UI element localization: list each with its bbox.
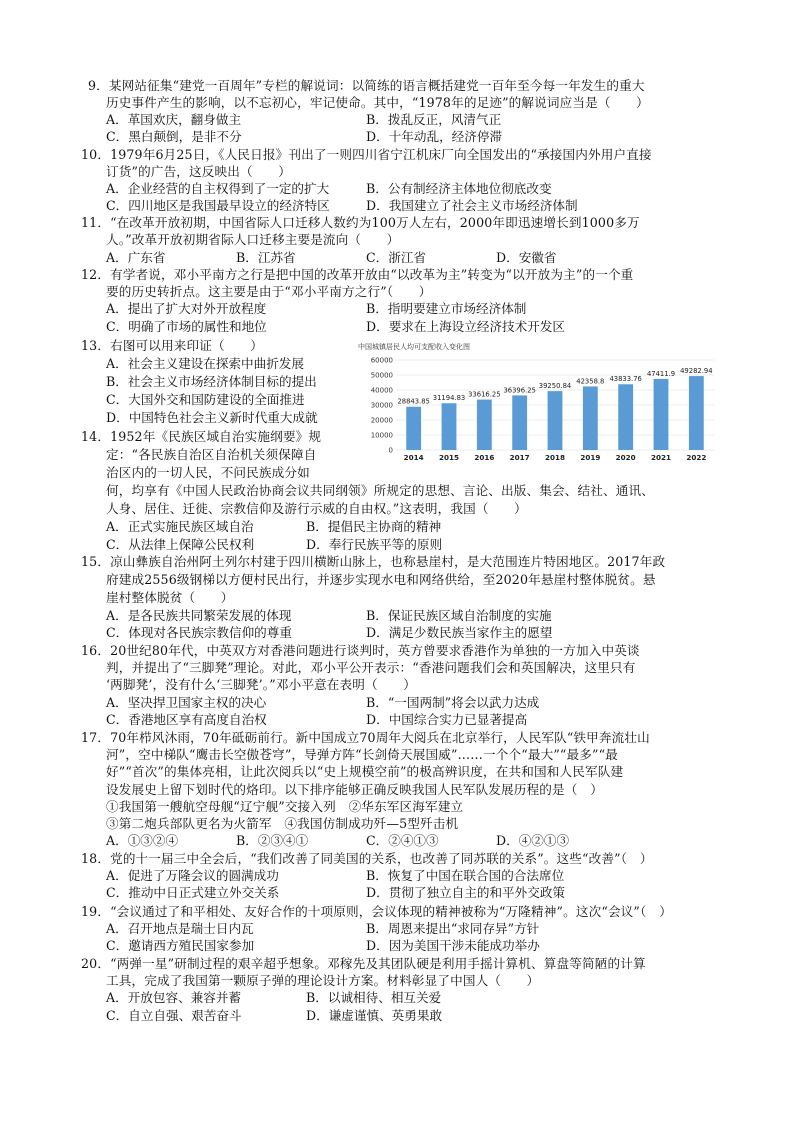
chart-title: 中国城镇居民人均可支配收入变化图 xyxy=(358,343,470,351)
bar-data-label: 49282.94 xyxy=(680,367,713,376)
q17-option-c: C．②④①③ xyxy=(366,833,439,848)
income-bar-2016 xyxy=(477,400,492,450)
q13-option-d: D．中国特色社会主义新时代重大成就 xyxy=(106,410,318,425)
income-bar-2014 xyxy=(406,407,421,450)
q17-option-a: A．①③②④ xyxy=(106,833,179,848)
x-tick-label: 2014 xyxy=(403,453,424,462)
q12-option-c: C．明确了市场的属性和地位 xyxy=(106,319,267,334)
bar-data-label: 33616.25 xyxy=(468,390,501,399)
q10-option-b: B．公有制经济主体地位彻底改变 xyxy=(366,181,552,196)
q13-option-c: C．大国外交和国防建设的全面推进 xyxy=(106,392,305,407)
x-tick-label: 2021 xyxy=(650,453,672,462)
q16-stem-line2: 判，并提出了“三脚凳”理论。对此，邓小平公开表示：“香港问题我们会和英国解决，这里只有 xyxy=(106,660,636,675)
y-tick-label: 60000 xyxy=(370,356,393,365)
q17-option-d: D．④②①③ xyxy=(496,833,570,848)
q9-option-c: C．黑白颠倒，是非不分 xyxy=(106,129,242,144)
bar-data-label: 31194.83 xyxy=(432,394,466,403)
q19-option-c: C．邀请西方殖民国家参加 xyxy=(106,938,255,953)
x-tick-label: 2015 xyxy=(438,453,460,462)
q14-option-c: C．从法律上保障公民权利 xyxy=(106,537,255,552)
q15-option-c: C．体现对各民族宗教信仰的尊重 xyxy=(106,625,292,640)
bar-data-label: 43833.76 xyxy=(609,375,642,384)
q12-option-d: D．要求在上海设立经济技术开发区 xyxy=(366,319,566,334)
q12-option-a: A．提出了扩大对外开放程度 xyxy=(106,301,267,316)
x-tick-label: 2019 xyxy=(580,453,601,462)
q18-option-d: D．贯彻了独立自主的和平外交政策 xyxy=(366,885,566,900)
x-tick-label: 2017 xyxy=(509,453,530,462)
q15-option-b: B．保证民族区域自治制度的实施 xyxy=(366,608,552,623)
q12-stem-line1: 12．有学者说，邓小平南方之行是把中国的改革开放由“以改革为主”转变为“以开放为主”的一个重 xyxy=(81,267,634,282)
q17-stem-line1: 17．70年栉风沐雨，70年砥砺前行。新中国成立70周年大阅兵在北京举行，人民军队“铁甲奔流壮山 xyxy=(81,730,650,745)
q17-item-line2: ③第二炮兵部队更名为火箭军 ④我国仿制成功歼—5型歼击机 xyxy=(106,816,459,831)
q9-option-a: A．革国欢庆，翻身做主 xyxy=(106,112,242,127)
q10-option-c: C．四川地区是我国最早设立的经济特区 xyxy=(106,198,330,213)
q15-stem-line3: 崖村整体脱贫（ ） xyxy=(106,590,234,605)
q10-stem-line2: 订货”的广告，这反映出（ ） xyxy=(106,164,292,179)
q16-option-d: D．中国综合实力已显著提高 xyxy=(366,712,528,727)
q11-option-a: A．广东省 xyxy=(106,250,166,265)
q16-stem-line1: 16．20世纪80年代，中英双方对香港问题进行谈判时，英方曾要求香港作为单独的一方加入中英谈 xyxy=(81,643,640,658)
bar-data-label: 36396.25 xyxy=(503,386,536,395)
q20-stem-line1: 20．“两弹一星”研制过程的艰辛超乎想象。邓稼先及其团队硬是利用手摇计算机、算盘等简陋的计算 xyxy=(81,956,646,971)
q14-option-a: A．正式实施民族区域自治 xyxy=(106,519,254,534)
income-bar-2019 xyxy=(583,386,598,450)
q15-stem-line1: 15．凉山彝族自治州阿土列尔村建于四川横断山脉上，也称悬崖村，是大范围连片特困地区。2017年政 xyxy=(81,554,666,569)
q17-item-line1: ①我国第一艘航空母舰“辽宁舰”交接入列 ②华东军区海军建立 xyxy=(106,799,464,814)
q12-option-b: B．指明要建立市场经济体制 xyxy=(366,301,527,316)
q19-option-d: D．因为美国干涉未能成功举办 xyxy=(366,938,540,953)
q20-option-d: D．谦虚谨慎、英勇果敢 xyxy=(306,1008,443,1023)
q13-stem: 13．右图可以用来印证（ ） xyxy=(81,338,263,353)
income-chart-svg xyxy=(356,340,718,468)
x-tick-label: 2020 xyxy=(615,453,636,462)
q20-option-a: A．开放包容、兼容并蓄 xyxy=(106,990,242,1005)
q19-option-b: B．周恩来提出“求同存异”方针 xyxy=(366,921,540,936)
q14-stem-line1: 14．1952年《民族区域自治实施纲要》规 xyxy=(81,429,322,444)
q16-option-c: C．香港地区享有高度自治权 xyxy=(106,712,267,727)
q10-stem-line1: 10．1979年6月25日，《人民日报》刊出了一则四川省宁江机床厂向全国发出的“承接国内外用户直接 xyxy=(81,147,652,162)
q20-option-b: B．以诚相待、相互关爱 xyxy=(306,990,442,1005)
income-bar-2022 xyxy=(689,376,704,450)
y-tick-label: 20000 xyxy=(370,416,393,425)
q9-option-d: D．十年动乱，经济停滞 xyxy=(366,129,503,144)
q12-stem-line2: 要的历史转折点。这主要是由于“邓小平南方之行”（ ） xyxy=(106,284,432,299)
q17-option-b: B．②③④① xyxy=(236,833,309,848)
income-bar-2015 xyxy=(442,403,457,450)
income-bar-2020 xyxy=(618,384,633,450)
q19-stem: 19．“会议通过了和平相处、友好合作的十项原则，会议体现的精神被称为“万隆精神”。这次“会议”（ ） xyxy=(81,904,672,919)
y-tick-label: 0 xyxy=(388,446,393,455)
q18-option-b: B．恢复了中国在联合国的合法席位 xyxy=(366,868,565,883)
q15-stem-line2: 府建成2556级钢梯以方便村民出行，并逐步实现水电和网络供给，至2020年悬崖村整体脱贫。悬 xyxy=(106,572,656,587)
y-tick-label: 40000 xyxy=(370,386,393,395)
q9-option-b: B．拨乱反正，风清气正 xyxy=(366,112,502,127)
q10-option-d: D．我国建立了社会主义市场经济体制 xyxy=(366,198,578,213)
bar-data-label: 42358.8 xyxy=(576,377,605,386)
income-bar-2017 xyxy=(512,395,527,450)
income-chart xyxy=(356,340,718,468)
bar-data-label: 47411.9 xyxy=(646,369,676,378)
q11-option-b: B．江苏省 xyxy=(236,250,296,265)
q14-stem-line3: 治区内的一切人民，不问民族成分如 xyxy=(106,465,310,480)
y-tick-label: 50000 xyxy=(370,371,393,380)
bar-data-label: 39250.84 xyxy=(538,382,572,391)
q14-stem-line2: 定：“各民族自治区自治机关须保障自 xyxy=(106,447,317,462)
q11-stem-line2: 人。”改革开放初期省际人口迁移主要是流向（ ） xyxy=(106,232,400,247)
q20-option-c: C．自立自强、艰苦奋斗 xyxy=(106,1008,242,1023)
q14-option-b: B．提倡民主协商的精神 xyxy=(306,519,442,534)
q14-stem-line5: 人身、居住、迁徙、宗教信仰及游行示威的自由权。”这表明，我国（ ） xyxy=(106,501,527,516)
q15-option-d: D．满足少数民族当家作主的愿望 xyxy=(366,625,553,640)
q11-stem-line1: 11．“在改革开放初期，中国省际人口迁移人数约为100万人左右，2000年即迅速增长到1000多万 xyxy=(81,215,640,230)
q18-stem: 18．党的十一届三中全会后，“我们改善了同美国的关系，也改善了同苏联的关系”。这些“改善”（ ） xyxy=(81,851,653,866)
q13-option-a: A．社会主义建设在探索中曲折发展 xyxy=(106,356,305,371)
q15-option-a: A．是各民族共同繁荣发展的体现 xyxy=(106,608,292,623)
q16-stem-line3: ‘两脚凳’，没有什么‘三脚凳’。”邓小平意在表明（ ） xyxy=(106,677,417,692)
q18-option-c: C．推动中日正式建立外交关系 xyxy=(106,885,280,900)
q14-stem-line4: 何，均享有《中国人民政治协商会议共同纲领》所规定的思想、言论、出版、集会、结社、通讯、 xyxy=(106,483,654,498)
q11-option-c: C．浙江省 xyxy=(366,250,427,265)
q13-option-b: B．社会主义市场经济体制目标的提出 xyxy=(106,374,317,389)
x-tick-label: 2022 xyxy=(686,453,707,462)
x-tick-label: 2018 xyxy=(544,453,566,462)
y-tick-label: 30000 xyxy=(370,401,393,410)
q20-stem-line2: 工具，完成了我国第一颗原子弹的理论设计方案。材料彰显了中国人（ ） xyxy=(106,973,540,988)
q16-option-a: A．坚决捍卫国家主权的决心 xyxy=(106,695,267,710)
q14-option-d: D．奉行民族平等的原则 xyxy=(306,537,443,552)
income-bar-2018 xyxy=(548,391,563,450)
q17-stem-line2: 河”，空中梯队“鹰击长空傲苍穹”，导弹方阵“长剑倚天展国威”……一个个“最大”“最多”“最 xyxy=(106,747,618,762)
q16-option-b: B．“一国两制”将会以武力达成 xyxy=(366,695,540,710)
q17-stem-line3: 好”“首次”的集体亮相，让此次阅兵以“史上规模空前”的极高辨识度，在共和国和人民军队建 xyxy=(106,764,624,779)
q9-stem-line2: 历史事件产生的影响，以不忘初心，牢记使命。其中，“1978年的足迹”的解说词应当是（ ） xyxy=(106,95,649,110)
q11-option-d: D．安徽省 xyxy=(496,250,557,265)
bar-data-label: 28843.85 xyxy=(397,397,430,406)
q17-stem-line4: 设发展史上留下划时代的烙印。以下排序能够正确反映我国人民军队发展历程的是（ ） xyxy=(106,782,604,797)
income-bar-2021 xyxy=(654,379,669,450)
q9-stem-line1: 9．某网站征集“建党一百周年”专栏的解说词：以简练的语言概括建党一百年至今每一年发生的重大 xyxy=(88,78,645,93)
x-tick-label: 2016 xyxy=(474,453,495,462)
q18-option-a: A．促进了万隆会议的圆满成功 xyxy=(106,868,279,883)
y-tick-label: 10000 xyxy=(370,431,393,440)
q19-option-a: A．召开地点是瑞士日内瓦 xyxy=(106,921,254,936)
q10-option-a: A．企业经营的自主权得到了一定的扩大 xyxy=(106,181,330,196)
